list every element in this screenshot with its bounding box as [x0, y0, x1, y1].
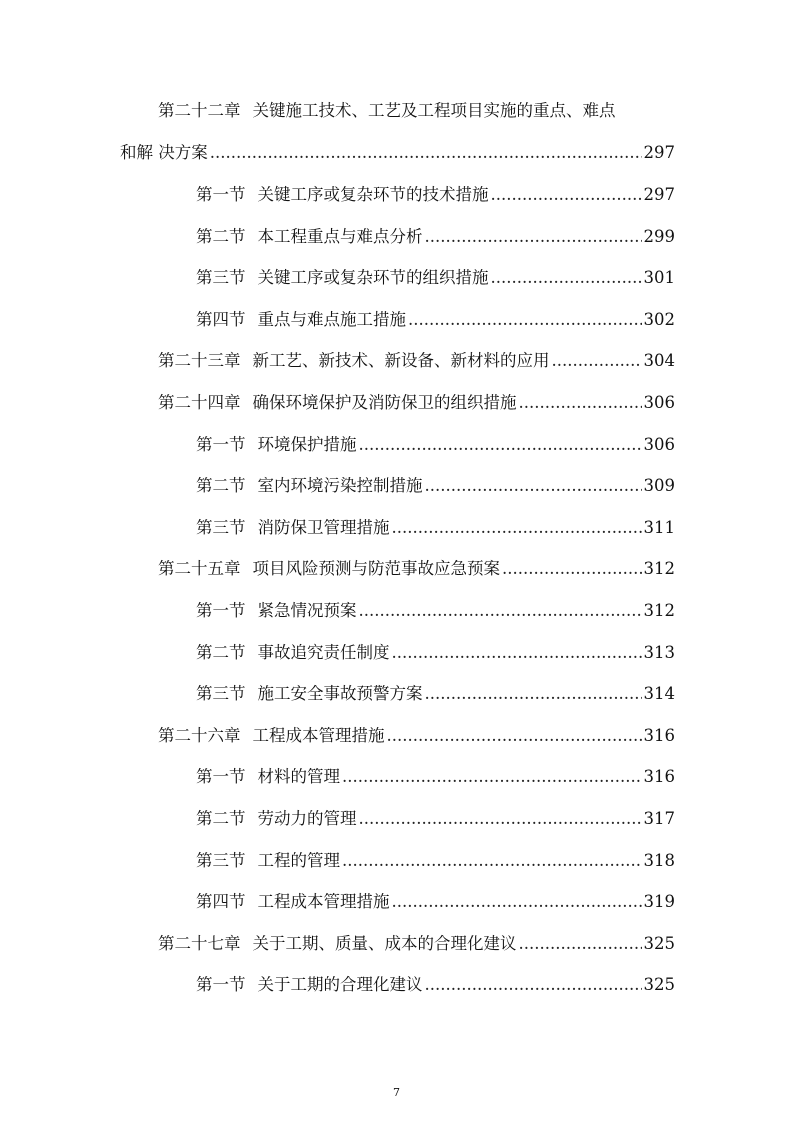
dot-leader — [387, 725, 642, 747]
toc-section-entry[interactable] — [196, 184, 675, 206]
dot-leader — [425, 974, 642, 996]
toc-section-entry[interactable] — [196, 642, 675, 664]
toc-section-number: 第三节 — [196, 518, 246, 537]
toc-chapter-title: 关于工期、质量、成本的合理化建议 — [252, 934, 517, 953]
toc-page-number: 316 — [643, 726, 675, 745]
dot-leader — [408, 309, 642, 331]
toc-section-entry[interactable] — [196, 891, 675, 913]
toc-chapter-number: 第二十六章 — [158, 726, 241, 745]
toc-section-title: 关键工序或复杂环节的技术措施 — [257, 185, 489, 204]
toc-chapter-title-cont: 和解 决方案 — [120, 143, 208, 162]
toc-section-title: 本工程重点与难点分析 — [257, 227, 423, 246]
toc-section-number: 第二节 — [196, 476, 246, 495]
toc-section-title: 事故追究责任制度 — [257, 643, 390, 662]
toc-chapter-entry[interactable] — [158, 725, 675, 747]
dot-leader — [425, 683, 642, 705]
toc-section-number: 第四节 — [196, 892, 246, 911]
toc-page-number: 301 — [643, 268, 675, 287]
toc-section-entry[interactable] — [196, 683, 675, 705]
toc-chapter-entry[interactable] — [158, 350, 675, 372]
toc-page-number: 302 — [643, 310, 675, 329]
toc-section-title: 室内环境污染控制措施 — [257, 476, 423, 495]
toc-section-entry[interactable] — [196, 974, 675, 996]
toc-section-title: 消防保卫管理措施 — [257, 518, 390, 537]
toc-section-entry[interactable] — [196, 850, 675, 872]
toc-section-title: 关键工序或复杂环节的组织措施 — [257, 268, 489, 287]
toc-page-number: 312 — [643, 559, 675, 578]
toc-chapter-entry[interactable] — [158, 392, 675, 414]
dot-leader — [359, 600, 642, 622]
toc-section-entry[interactable] — [196, 766, 675, 788]
page-footer-number: 7 — [393, 1086, 400, 1099]
toc-chapter-number: 第二十四章 — [158, 393, 241, 412]
toc-section-number: 第二节 — [196, 809, 246, 828]
dot-leader — [491, 267, 642, 289]
toc-page-number: 317 — [643, 809, 675, 828]
toc-chapter-title: 确保环境保护及消防保卫的组织措施 — [252, 393, 517, 412]
toc-section-number: 第一节 — [196, 185, 246, 204]
toc-chapter-title: 新工艺、新技术、新设备、新材料的应用 — [252, 351, 550, 370]
toc-section-entry[interactable] — [196, 600, 675, 622]
toc-section-entry[interactable] — [196, 808, 675, 830]
dot-leader — [359, 808, 642, 830]
toc-section-entry[interactable] — [196, 517, 675, 539]
dot-leader — [210, 142, 642, 164]
toc-section-number: 第一节 — [196, 975, 246, 994]
dot-leader — [491, 184, 642, 206]
toc-section-title: 关于工期的合理化建议 — [257, 975, 423, 994]
toc-page-number: 312 — [643, 601, 675, 620]
toc-section-number: 第三节 — [196, 684, 246, 703]
toc-page-number: 306 — [643, 435, 675, 454]
dot-leader — [425, 226, 642, 248]
dot-leader — [392, 891, 642, 913]
dot-leader — [392, 642, 642, 664]
toc-section-number: 第三节 — [196, 851, 246, 870]
toc-section-title: 劳动力的管理 — [257, 809, 357, 828]
toc-section-entry[interactable] — [196, 434, 675, 456]
toc-page-number: 309 — [643, 476, 675, 495]
toc-page-number: 319 — [643, 892, 675, 911]
toc-section-number: 第一节 — [196, 767, 246, 786]
toc-chapter-title: 关键施工技术、工艺及工程项目实施的重点、难点 — [252, 101, 616, 120]
toc-chapter-number: 第二十三章 — [158, 351, 241, 370]
toc-page-number: 325 — [643, 975, 675, 994]
toc-section-title: 工程成本管理措施 — [257, 892, 390, 911]
dot-leader — [425, 475, 642, 497]
toc-section-number: 第二节 — [196, 227, 246, 246]
toc-chapter-title: 项目风险预测与防范事故应急预案 — [252, 559, 500, 578]
toc-section-title: 施工安全事故预警方案 — [257, 684, 423, 703]
toc-chapter-entry[interactable] — [158, 558, 675, 580]
toc-section-entry[interactable] — [196, 267, 675, 289]
toc-section-title: 工程的管理 — [257, 851, 340, 870]
toc-page-number: 304 — [643, 351, 675, 370]
dot-leader — [359, 434, 642, 456]
toc-section-entry[interactable] — [196, 475, 675, 497]
dot-leader — [502, 558, 642, 580]
toc-chapter-entry[interactable] — [158, 933, 675, 955]
dot-leader — [392, 517, 642, 539]
toc-page-number: 299 — [643, 227, 675, 246]
toc-section-number: 第二节 — [196, 643, 246, 662]
toc-page-number: 311 — [643, 518, 675, 537]
toc-section-number: 第四节 — [196, 310, 246, 329]
toc-section-entry[interactable] — [196, 226, 675, 248]
toc-section-title: 材料的管理 — [257, 767, 340, 786]
toc-page-number: 297 — [643, 185, 675, 204]
dot-leader — [342, 850, 642, 872]
toc-section-entry[interactable] — [196, 309, 675, 331]
toc-chapter-22-line1[interactable] — [158, 100, 616, 122]
toc-page-number: 318 — [643, 851, 675, 870]
toc-section-title: 紧急情况预案 — [257, 601, 357, 620]
toc-chapter-22-line2[interactable] — [120, 142, 675, 164]
toc-page-number: 325 — [643, 934, 675, 953]
toc-chapter-number: 第二十二章 — [158, 101, 241, 120]
toc-chapter-title: 工程成本管理措施 — [252, 726, 385, 745]
dot-leader — [342, 766, 642, 788]
toc-section-title: 重点与难点施工措施 — [257, 310, 406, 329]
toc-chapter-number: 第二十五章 — [158, 559, 241, 578]
toc-section-title: 环境保护措施 — [257, 435, 357, 454]
toc-chapter-number: 第二十七章 — [158, 934, 241, 953]
dot-leader — [552, 350, 642, 372]
toc-page-number: 297 — [643, 143, 675, 162]
toc-page-number: 306 — [643, 393, 675, 412]
toc-page-number: 316 — [643, 767, 675, 786]
toc-section-number: 第一节 — [196, 601, 246, 620]
dot-leader — [519, 392, 642, 414]
toc-section-number: 第一节 — [196, 435, 246, 454]
dot-leader — [519, 933, 642, 955]
toc-section-number: 第三节 — [196, 268, 246, 287]
toc-page-number: 313 — [643, 643, 675, 662]
toc-page-number: 314 — [643, 684, 675, 703]
